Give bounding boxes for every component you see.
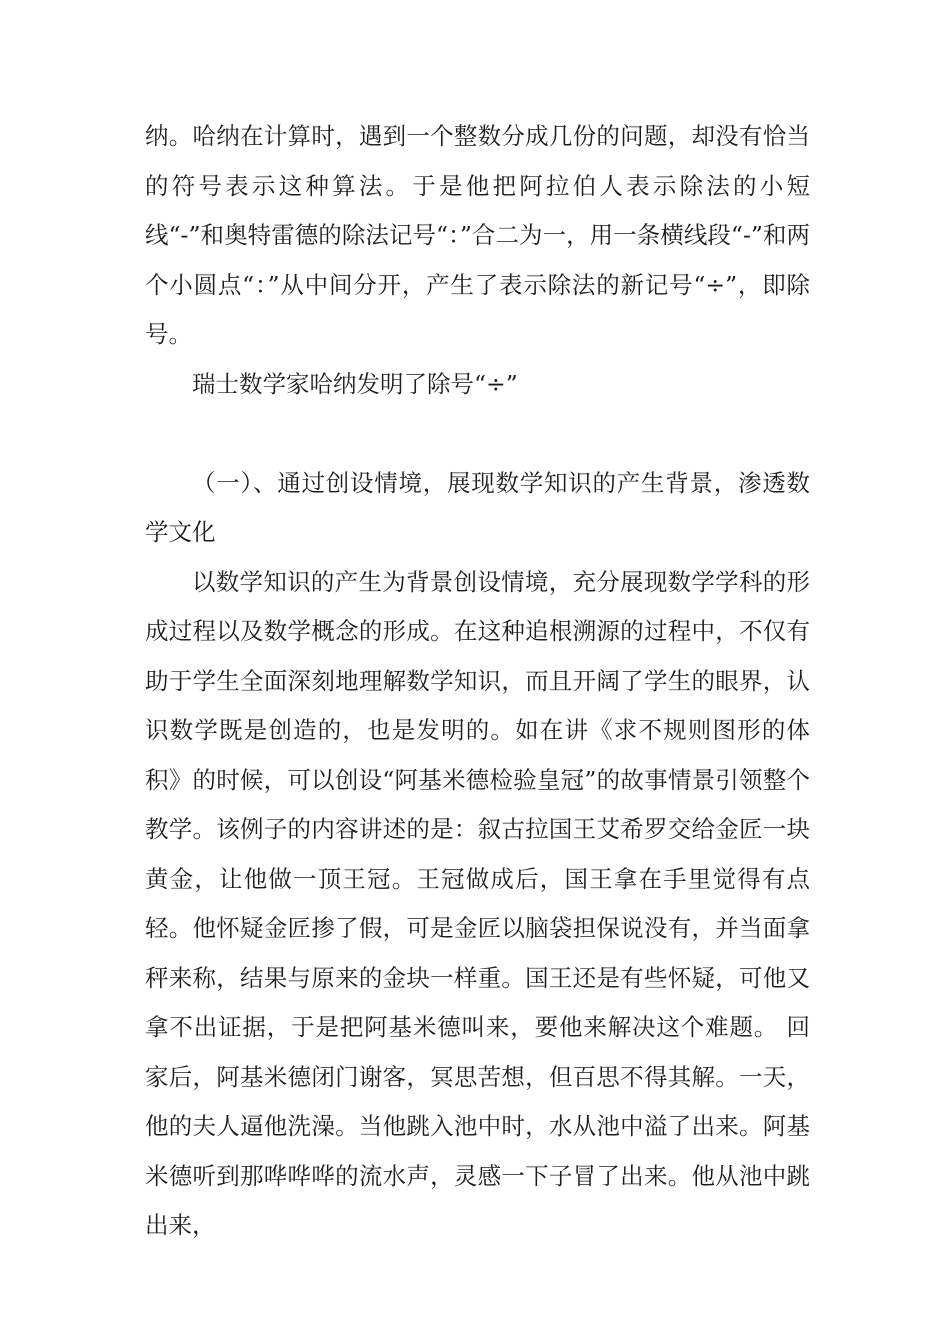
blank-line (145, 409, 810, 459)
body-paragraph: 以数学知识的产生为背景创设情境，充分展现数学学科的形成过程以及数学概念的形成。在这种追根溯源的过程中，不仅有助于学生全面深刻地理解数学知识，而且开阔了学生的眼界，认识数学既是创造的，也是发明的。如在讲《求不规则图形的体积》的时候，可以创设“阿基米德检验皇冠”的故事情景引领整个教学。该例子的内容讲述的是：叙古拉国王艾希罗交给金匠一块黄金，让他做一顶王冠。王冠做成后，国王拿在手里觉得有点轻。他怀疑金匠掺了假，可是金匠以脑袋担保说没有，并当面拿秤来称，结果与原来的金块一样重。国王还是有些怀疑，可他又拿不出证据，于是把阿基米德叫来，要他来解决这个难题。 回家后，阿基米德闭门谢客，冥思苦想，但百思不得其解。一天，他的夫人逼他洗澡。当他跳入池中时，水从池中溢了出来。阿基米德听到那哗哗哗的流水声，灵感一下子冒了出来。他从池中跳出来， (145, 567, 810, 1239)
intro-paragraph: 纳。哈纳在计算时，遇到一个整数分成几份的问题，却没有恰当的符号表示这种算法。于是他把阿拉伯人表示除法的小短线“-”和奥特雷德的除法记号“：”合二为一，用一条横线段“-”和两个小圆点“：”从中间分开，产生了表示除法的新记号“÷”，即除号。 (145, 122, 810, 348)
figure-caption: 瑞士数学家哈纳发明了除号“÷” (192, 369, 518, 398)
document-body (145, 112, 810, 1251)
section-heading: （一）、通过创设情境，展现数学知识的产生背景，渗透数学文化 (145, 468, 810, 546)
